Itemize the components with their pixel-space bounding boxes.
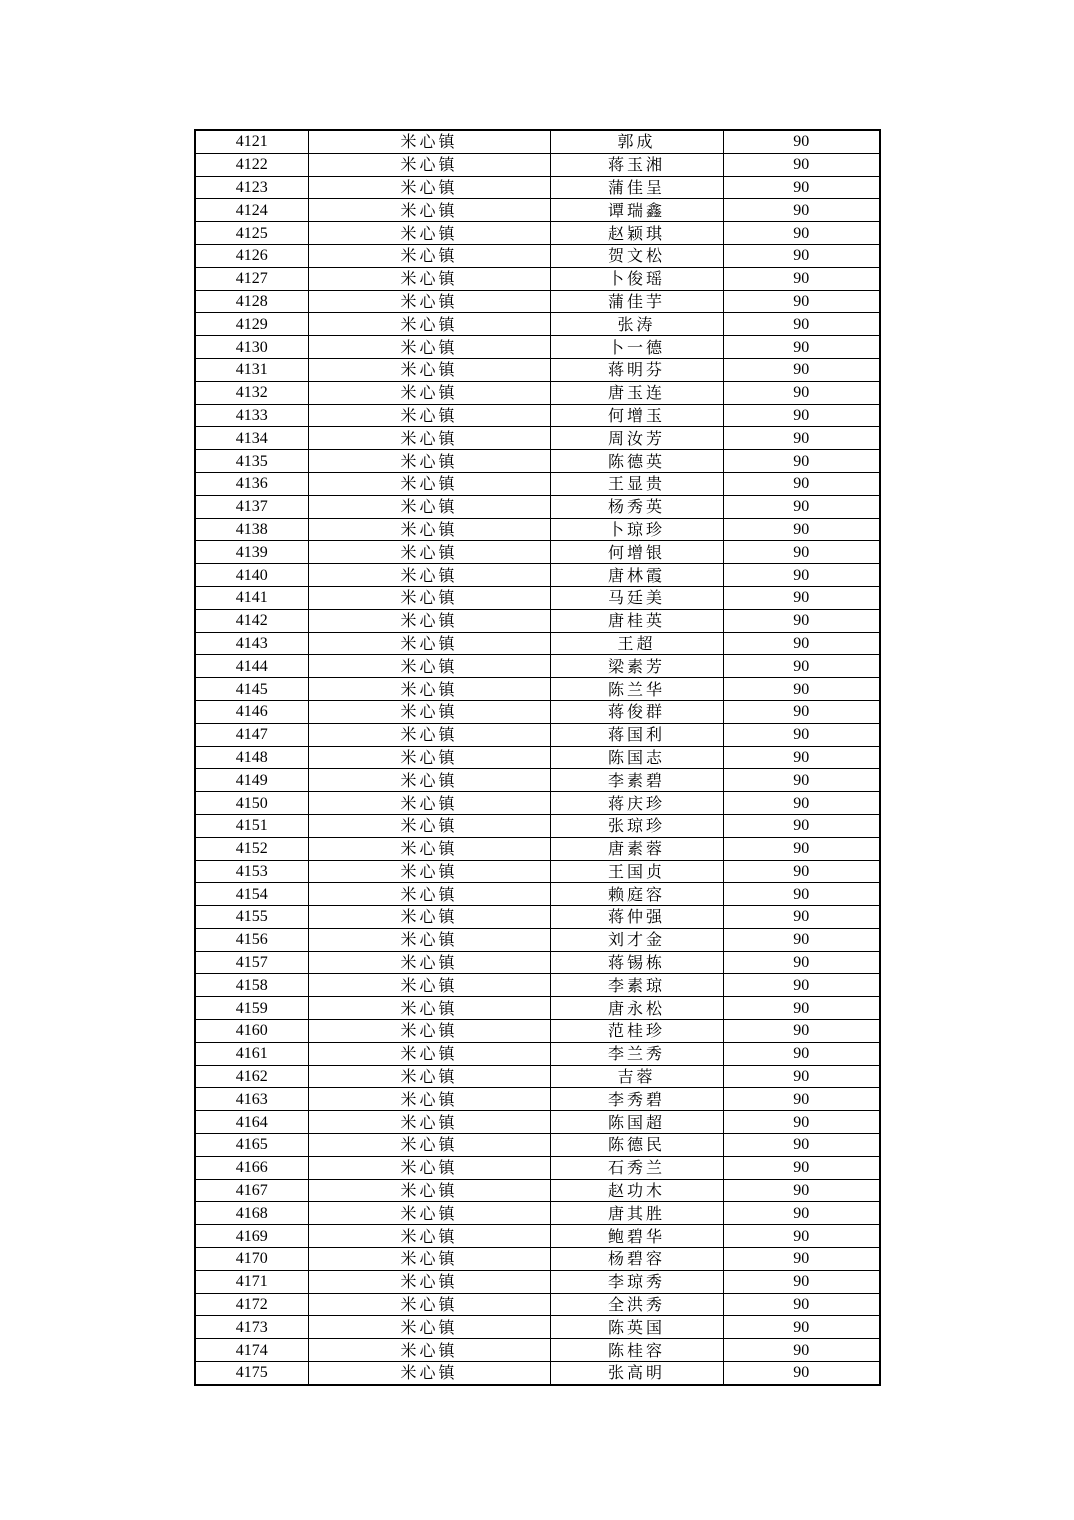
name-cell: 陈德英 [550, 450, 723, 473]
name-cell: 蒋仲强 [550, 906, 723, 929]
town-cell: 米心镇 [308, 837, 550, 860]
roster-table-body [195, 130, 880, 1385]
row-number-cell: 4170 [195, 1248, 308, 1271]
row-number-cell: 4167 [195, 1179, 308, 1202]
table-row [195, 1339, 880, 1362]
row-number-cell: 4168 [195, 1202, 308, 1225]
town-cell: 米心镇 [308, 1111, 550, 1134]
row-number-cell: 4142 [195, 609, 308, 632]
row-number-cell: 4130 [195, 336, 308, 359]
row-number-cell: 4131 [195, 358, 308, 381]
table-row [195, 450, 880, 473]
name-cell: 吉蓉 [550, 1065, 723, 1088]
row-number-cell: 4124 [195, 199, 308, 222]
name-cell: 陈桂容 [550, 1339, 723, 1362]
table-row [195, 974, 880, 997]
score-cell: 90 [723, 1111, 880, 1134]
row-number-cell: 4139 [195, 541, 308, 564]
roster-table [194, 129, 881, 1386]
score-cell: 90 [723, 837, 880, 860]
score-cell: 90 [723, 222, 880, 245]
row-number-cell: 4174 [195, 1339, 308, 1362]
table-row [195, 541, 880, 564]
row-number-cell: 4173 [195, 1316, 308, 1339]
row-number-cell: 4165 [195, 1134, 308, 1157]
table-row [195, 997, 880, 1020]
row-number-cell: 4155 [195, 906, 308, 929]
score-cell: 90 [723, 632, 880, 655]
name-cell: 范桂珍 [550, 1020, 723, 1043]
table-row [195, 632, 880, 655]
score-cell: 90 [723, 1339, 880, 1362]
name-cell: 杨秀英 [550, 495, 723, 518]
table-row [195, 290, 880, 313]
town-cell: 米心镇 [308, 928, 550, 951]
row-number-cell: 4122 [195, 153, 308, 176]
row-number-cell: 4154 [195, 883, 308, 906]
name-cell: 蒲佳芋 [550, 290, 723, 313]
town-cell: 米心镇 [308, 632, 550, 655]
town-cell: 米心镇 [308, 1156, 550, 1179]
score-cell: 90 [723, 1042, 880, 1065]
town-cell: 米心镇 [308, 586, 550, 609]
town-cell: 米心镇 [308, 381, 550, 404]
row-number-cell: 4126 [195, 244, 308, 267]
score-cell: 90 [723, 1156, 880, 1179]
table-row [195, 678, 880, 701]
row-number-cell: 4147 [195, 723, 308, 746]
town-cell: 米心镇 [308, 883, 550, 906]
name-cell: 蒋国利 [550, 723, 723, 746]
row-number-cell: 4138 [195, 518, 308, 541]
table-row [195, 723, 880, 746]
town-cell: 米心镇 [308, 153, 550, 176]
table-row [195, 404, 880, 427]
name-cell: 李琼秀 [550, 1270, 723, 1293]
town-cell: 米心镇 [308, 609, 550, 632]
town-cell: 米心镇 [308, 1270, 550, 1293]
score-cell: 90 [723, 997, 880, 1020]
name-cell: 蒲佳呈 [550, 176, 723, 199]
table-row [195, 153, 880, 176]
score-cell: 90 [723, 700, 880, 723]
row-number-cell: 4144 [195, 655, 308, 678]
table-row [195, 1134, 880, 1157]
table-row [195, 222, 880, 245]
row-number-cell: 4163 [195, 1088, 308, 1111]
row-number-cell: 4143 [195, 632, 308, 655]
name-cell: 赵颖琪 [550, 222, 723, 245]
town-cell: 米心镇 [308, 1020, 550, 1043]
row-number-cell: 4172 [195, 1293, 308, 1316]
table-row [195, 746, 880, 769]
name-cell: 李兰秀 [550, 1042, 723, 1065]
town-cell: 米心镇 [308, 951, 550, 974]
name-cell: 陈国志 [550, 746, 723, 769]
table-row [195, 1179, 880, 1202]
name-cell: 贺文松 [550, 244, 723, 267]
name-cell: 唐其胜 [550, 1202, 723, 1225]
town-cell: 米心镇 [308, 1088, 550, 1111]
table-row [195, 336, 880, 359]
name-cell: 陈国超 [550, 1111, 723, 1134]
town-cell: 米心镇 [308, 199, 550, 222]
town-cell: 米心镇 [308, 518, 550, 541]
score-cell: 90 [723, 1179, 880, 1202]
town-cell: 米心镇 [308, 1225, 550, 1248]
row-number-cell: 4135 [195, 450, 308, 473]
score-cell: 90 [723, 883, 880, 906]
name-cell: 赵功木 [550, 1179, 723, 1202]
table-row [195, 313, 880, 336]
name-cell: 石秀兰 [550, 1156, 723, 1179]
score-cell: 90 [723, 951, 880, 974]
table-row [195, 564, 880, 587]
score-cell: 90 [723, 746, 880, 769]
row-number-cell: 4134 [195, 427, 308, 450]
name-cell: 李素碧 [550, 769, 723, 792]
row-number-cell: 4146 [195, 700, 308, 723]
town-cell: 米心镇 [308, 723, 550, 746]
score-cell: 90 [723, 267, 880, 290]
town-cell: 米心镇 [308, 244, 550, 267]
score-cell: 90 [723, 609, 880, 632]
score-cell: 90 [723, 1065, 880, 1088]
score-cell: 90 [723, 495, 880, 518]
score-cell: 90 [723, 1020, 880, 1043]
score-cell: 90 [723, 723, 880, 746]
town-cell: 米心镇 [308, 176, 550, 199]
table-row [195, 130, 880, 153]
name-cell: 陈英国 [550, 1316, 723, 1339]
score-cell: 90 [723, 928, 880, 951]
table-row [195, 1042, 880, 1065]
score-cell: 90 [723, 336, 880, 359]
town-cell: 米心镇 [308, 814, 550, 837]
table-row [195, 358, 880, 381]
town-cell: 米心镇 [308, 1248, 550, 1271]
name-cell: 蒋玉湘 [550, 153, 723, 176]
name-cell: 卜俊瑶 [550, 267, 723, 290]
score-cell: 90 [723, 176, 880, 199]
name-cell: 蒋俊群 [550, 700, 723, 723]
score-cell: 90 [723, 381, 880, 404]
row-number-cell: 4132 [195, 381, 308, 404]
name-cell: 马廷美 [550, 586, 723, 609]
score-cell: 90 [723, 153, 880, 176]
name-cell: 全洪秀 [550, 1293, 723, 1316]
table-row [195, 906, 880, 929]
row-number-cell: 4141 [195, 586, 308, 609]
town-cell: 米心镇 [308, 427, 550, 450]
name-cell: 杨碧容 [550, 1248, 723, 1271]
table-row [195, 655, 880, 678]
table-row [195, 928, 880, 951]
score-cell: 90 [723, 814, 880, 837]
name-cell: 唐玉连 [550, 381, 723, 404]
town-cell: 米心镇 [308, 222, 550, 245]
row-number-cell: 4128 [195, 290, 308, 313]
row-number-cell: 4148 [195, 746, 308, 769]
name-cell: 张琼珍 [550, 814, 723, 837]
town-cell: 米心镇 [308, 974, 550, 997]
row-number-cell: 4153 [195, 860, 308, 883]
score-cell: 90 [723, 404, 880, 427]
row-number-cell: 4166 [195, 1156, 308, 1179]
row-number-cell: 4136 [195, 472, 308, 495]
town-cell: 米心镇 [308, 336, 550, 359]
name-cell: 张涛 [550, 313, 723, 336]
town-cell: 米心镇 [308, 1179, 550, 1202]
score-cell: 90 [723, 906, 880, 929]
town-cell: 米心镇 [308, 1065, 550, 1088]
town-cell: 米心镇 [308, 541, 550, 564]
score-cell: 90 [723, 655, 880, 678]
table-row [195, 609, 880, 632]
table-row [195, 1362, 880, 1385]
table-row [195, 1293, 880, 1316]
table-row [195, 1248, 880, 1271]
score-cell: 90 [723, 290, 880, 313]
score-cell: 90 [723, 1316, 880, 1339]
name-cell: 卜琼珍 [550, 518, 723, 541]
row-number-cell: 4157 [195, 951, 308, 974]
name-cell: 张高明 [550, 1362, 723, 1385]
name-cell: 唐林霞 [550, 564, 723, 587]
name-cell: 王显贵 [550, 472, 723, 495]
row-number-cell: 4137 [195, 495, 308, 518]
table-row [195, 700, 880, 723]
score-cell: 90 [723, 427, 880, 450]
score-cell: 90 [723, 586, 880, 609]
name-cell: 王国贞 [550, 860, 723, 883]
row-number-cell: 4150 [195, 792, 308, 815]
name-cell: 梁素芳 [550, 655, 723, 678]
table-row [195, 1316, 880, 1339]
town-cell: 米心镇 [308, 860, 550, 883]
name-cell: 刘才金 [550, 928, 723, 951]
table-row [195, 495, 880, 518]
score-cell: 90 [723, 472, 880, 495]
score-cell: 90 [723, 199, 880, 222]
name-cell: 赖庭容 [550, 883, 723, 906]
name-cell: 李秀碧 [550, 1088, 723, 1111]
name-cell: 鲍碧华 [550, 1225, 723, 1248]
row-number-cell: 4140 [195, 564, 308, 587]
row-number-cell: 4129 [195, 313, 308, 336]
table-row [195, 199, 880, 222]
table-row [195, 244, 880, 267]
name-cell: 何增银 [550, 541, 723, 564]
town-cell: 米心镇 [308, 1316, 550, 1339]
score-cell: 90 [723, 1362, 880, 1385]
row-number-cell: 4164 [195, 1111, 308, 1134]
score-cell: 90 [723, 860, 880, 883]
row-number-cell: 4152 [195, 837, 308, 860]
row-number-cell: 4133 [195, 404, 308, 427]
score-cell: 90 [723, 1225, 880, 1248]
name-cell: 何增玉 [550, 404, 723, 427]
name-cell: 周汝芳 [550, 427, 723, 450]
score-cell: 90 [723, 974, 880, 997]
town-cell: 米心镇 [308, 906, 550, 929]
score-cell: 90 [723, 1270, 880, 1293]
table-row [195, 1156, 880, 1179]
row-number-cell: 4151 [195, 814, 308, 837]
table-row [195, 1225, 880, 1248]
town-cell: 米心镇 [308, 358, 550, 381]
row-number-cell: 4171 [195, 1270, 308, 1293]
name-cell: 唐桂英 [550, 609, 723, 632]
name-cell: 陈兰华 [550, 678, 723, 701]
table-row [195, 951, 880, 974]
table-row [195, 883, 880, 906]
row-number-cell: 4161 [195, 1042, 308, 1065]
town-cell: 米心镇 [308, 1339, 550, 1362]
town-cell: 米心镇 [308, 450, 550, 473]
table-row [195, 586, 880, 609]
town-cell: 米心镇 [308, 130, 550, 153]
town-cell: 米心镇 [308, 769, 550, 792]
row-number-cell: 4156 [195, 928, 308, 951]
row-number-cell: 4159 [195, 997, 308, 1020]
town-cell: 米心镇 [308, 678, 550, 701]
score-cell: 90 [723, 1293, 880, 1316]
town-cell: 米心镇 [308, 404, 550, 427]
score-cell: 90 [723, 358, 880, 381]
table-row [195, 472, 880, 495]
score-cell: 90 [723, 518, 880, 541]
table-row [195, 1202, 880, 1225]
row-number-cell: 4162 [195, 1065, 308, 1088]
score-cell: 90 [723, 244, 880, 267]
row-number-cell: 4121 [195, 130, 308, 153]
town-cell: 米心镇 [308, 746, 550, 769]
name-cell: 唐素蓉 [550, 837, 723, 860]
row-number-cell: 4175 [195, 1362, 308, 1385]
score-cell: 90 [723, 769, 880, 792]
name-cell: 王超 [550, 632, 723, 655]
table-row [195, 860, 880, 883]
score-cell: 90 [723, 792, 880, 815]
table-row [195, 1270, 880, 1293]
score-cell: 90 [723, 1088, 880, 1111]
town-cell: 米心镇 [308, 290, 550, 313]
name-cell: 唐永松 [550, 997, 723, 1020]
table-row [195, 1088, 880, 1111]
town-cell: 米心镇 [308, 1293, 550, 1316]
name-cell: 蒋锡栋 [550, 951, 723, 974]
score-cell: 90 [723, 1134, 880, 1157]
town-cell: 米心镇 [308, 564, 550, 587]
town-cell: 米心镇 [308, 313, 550, 336]
name-cell: 蒋明芬 [550, 358, 723, 381]
table-row [195, 1065, 880, 1088]
name-cell: 郭成 [550, 130, 723, 153]
name-cell: 卜一德 [550, 336, 723, 359]
score-cell: 90 [723, 541, 880, 564]
row-number-cell: 4125 [195, 222, 308, 245]
table-row [195, 176, 880, 199]
town-cell: 米心镇 [308, 792, 550, 815]
score-cell: 90 [723, 130, 880, 153]
score-cell: 90 [723, 1248, 880, 1271]
score-cell: 90 [723, 313, 880, 336]
row-number-cell: 4169 [195, 1225, 308, 1248]
town-cell: 米心镇 [308, 1134, 550, 1157]
row-number-cell: 4149 [195, 769, 308, 792]
table-row [195, 267, 880, 290]
town-cell: 米心镇 [308, 1202, 550, 1225]
town-cell: 米心镇 [308, 997, 550, 1020]
table-row [195, 1020, 880, 1043]
row-number-cell: 4123 [195, 176, 308, 199]
town-cell: 米心镇 [308, 1042, 550, 1065]
table-row [195, 518, 880, 541]
name-cell: 谭瑞鑫 [550, 199, 723, 222]
name-cell: 李素琼 [550, 974, 723, 997]
row-number-cell: 4145 [195, 678, 308, 701]
score-cell: 90 [723, 450, 880, 473]
town-cell: 米心镇 [308, 655, 550, 678]
table-row [195, 1111, 880, 1134]
town-cell: 米心镇 [308, 1362, 550, 1385]
table-row [195, 427, 880, 450]
table-row [195, 381, 880, 404]
score-cell: 90 [723, 678, 880, 701]
name-cell: 陈德民 [550, 1134, 723, 1157]
table-row [195, 792, 880, 815]
score-cell: 90 [723, 564, 880, 587]
row-number-cell: 4160 [195, 1020, 308, 1043]
town-cell: 米心镇 [308, 472, 550, 495]
table-row [195, 769, 880, 792]
row-number-cell: 4127 [195, 267, 308, 290]
table-row [195, 837, 880, 860]
town-cell: 米心镇 [308, 267, 550, 290]
name-cell: 蒋庆珍 [550, 792, 723, 815]
table-row [195, 814, 880, 837]
row-number-cell: 4158 [195, 974, 308, 997]
town-cell: 米心镇 [308, 495, 550, 518]
town-cell: 米心镇 [308, 700, 550, 723]
score-cell: 90 [723, 1202, 880, 1225]
